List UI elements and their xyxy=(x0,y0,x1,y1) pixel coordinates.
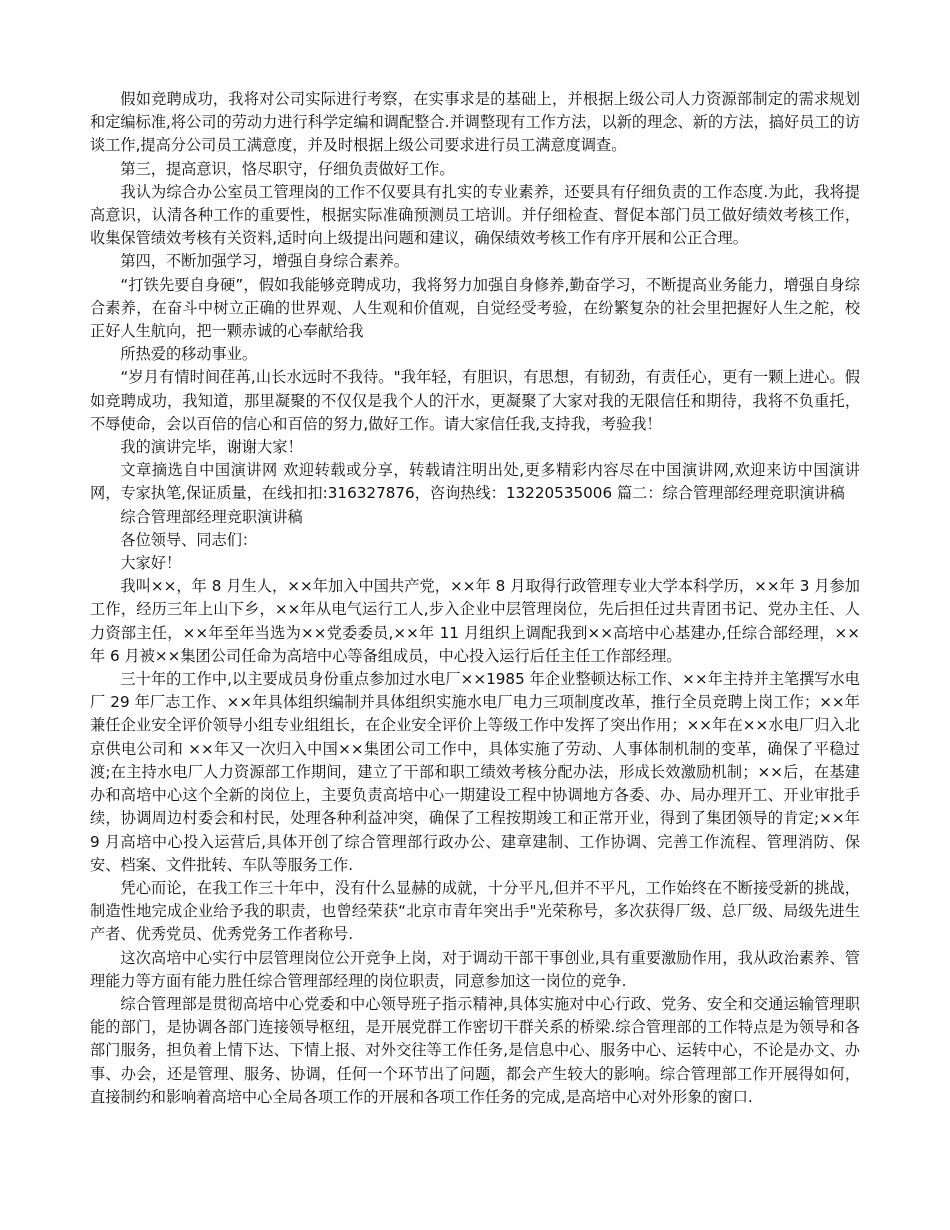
paragraph-mobile-career: 所热爱的移动事业。 xyxy=(120,345,258,364)
paragraph-personal-background: 我叫××，年 8 月生人，××年加入中国共产党，××年 8 月取得行政管理专业大学本科学历，××年 3 月参加工作，经历三年上山下乡，××年从电气运行工人,步入企业中层管理岗位，先后担任过共青团书记、党办主任、人力资部主任，××年至年当选为××党委委员,××年 11 月组织上调配我到××高培中心基建办,任综合部经理，××年 6 月被××集团公司任命为高培中心等备组成员，中心投入运行后任主任工作部经理。 xyxy=(90,577,860,665)
paragraph-thanks: 我的演讲完毕，谢谢大家！ xyxy=(120,438,303,457)
paragraph-responsibility: 我认为综合办公室员工管理岗的工作不仅要具有扎实的专业素养，还要具有仔细负责的工作态度.为此，我将提高意识，认清各种工作的重要性，根据实际准确预测员工培训。并仔细检查、督促本部门员工做好绩效考核工作，收集保管绩效考核有关资料,适时向上级提出问题和建议，确保绩效考核工作有序开展和公正合理。 xyxy=(90,182,860,248)
paragraph-work-history: 三十年的工作中,以主要成员身份重点参加过水电厂××1985 年企业整顿达标工作、××年主持并主笔撰写水电厂 29 年厂志工作、××年具体组织编制并具体组织实施水电厂电力三项制度改革，推行全员竞聘上岗工作；××年兼任企业安全评价领导小组专业组组长，在企业安全评价上等级工作中发挥了突出作用；××年在××水电厂归入北京供电公司和 ××年又一次归入中国××集团公司工作中，具体实施了劳动、人事体制机制的变革，确保了平稳过渡;在主持水电厂人力资源部工作期间，建立了干部和职工绩效考核分配办法，形成长效激励机制；××后，在基建办和高培中心这个全新的岗位上，主要负责高培中心一期建设工程中协调地方各委、办、局办理开工、开业审批手续，协调周边村委会和村民，处理各种利益冲突，确保了工程按期竣工和正常开业，得到了集团领导的肯定;××年 9 月高培中心投入运营后,具体开创了综合管理部行政办公、建章建制、工作协调、完善工作流程、管理消防、保安、档案、文件批转、车队等服务工作. xyxy=(90,670,860,874)
paragraph-honors: 凭心而论，在我工作三十年中，没有什么显赫的成就，十分平凡,但并不平凡，工作始终在不断接受新的挑战，制造性地完成企业给予我的职责，也曾经荣获“北京市青年突出手"光荣称号，多次获得厂级、总厂级、局级先进生产者、优秀党员、优秀党务工作者称号. xyxy=(90,878,860,944)
paragraph-competition-plan: 假如竞聘成功，我将对公司实际进行考察，在实事求是的基础上，并根据上级公司人力资源部制定的需求规划和定编标准,将公司的劳动力进行科学定编和调配整合.并调整现有工作方法，以新的理念、新的方法，搞好员工的访谈工作,提高分公司员工满意度，并及时根据上级公司要求进行员工满意度调查。 xyxy=(90,90,860,155)
heading-third-point: 第三，提高意识，恪尽职守，仔细负责做好工作。 xyxy=(120,159,455,178)
paragraph-source-note: 文章摘选自中国演讲网 欢迎转载或分享，转载请注明出处,更多精彩内容尽在中国演讲网,欢迎来访中国演讲网，专家执笔,保证质量，在线扣扣:316327876，咨询热线：13220535006 篇二：综合管理部经理竞职演讲稿 xyxy=(90,461,860,503)
greeting: 大家好！ xyxy=(120,554,182,573)
salutation: 各位领导、同志们： xyxy=(120,530,258,549)
speech-title: 综合管理部经理竞职演讲稿 xyxy=(120,507,303,526)
paragraph-competition-intent: 这次高培中心实行中层管理岗位公开竞争上岗，对于调动干部干事创业,具有重要激励作用，我从政治素养、管理能力等方面有能力胜任综合管理部经理的岗位职责，同意参加这一岗位的竞争. xyxy=(90,948,860,990)
paragraph-department-role: 综合管理部是贯彻高培中心党委和中心领导班子指示精神,具体实施对中心行政、党务、安全和交通运输管理职能的部门，是协调各部门连接领导枢纽，是开展党群工作密切干群关系的桥梁.综合管理部的工作特点是为领导和各部门服务，担负着上情下达、下情上报、对外交往等工作任务,是信息中心、服务中心、运转中心，不论是办文、办事、办会，还是管理、服务、协调，任何一个环节出了问题，都会产生较大的影响。综合管理部工作开展得如何，直接制约和影响着高培中心全局各项工作的开展和各项工作任务的完成,是高培中心对外形象的窗口. xyxy=(90,994,860,1106)
paragraph-self-improvement: “打铁先要自身硬”，假如我能够竞聘成功，我将努力加强自身修养,勤奋学习，不断提高业务能力，增强自身综合素养，在奋斗中树立正确的世界观、人生观和价值观，自觉经受考验，在纷繁复杂的社会里把握好人生之舵，校正好人生航向，把一颗赤诚的心奉献给我 xyxy=(90,275,860,341)
heading-fourth-point: 第四，不断加强学习，增强自身综合素养。 xyxy=(120,252,409,271)
paragraph-closing-appeal: “岁月有情时间荏苒,山长水远时不我待。"我年轻，有胆识，有思想，有韧劲，有责任心，更有一颗上进心。假如竞聘成功，我知道，那里凝聚的不仅仅是我个人的汗水，更凝聚了大家对我的无限信任和期待，我将不负重托，不辱使命，会以百倍的信心和百倍的努力,做好工作。请大家信任我,支持我，考验我！ xyxy=(90,368,860,433)
